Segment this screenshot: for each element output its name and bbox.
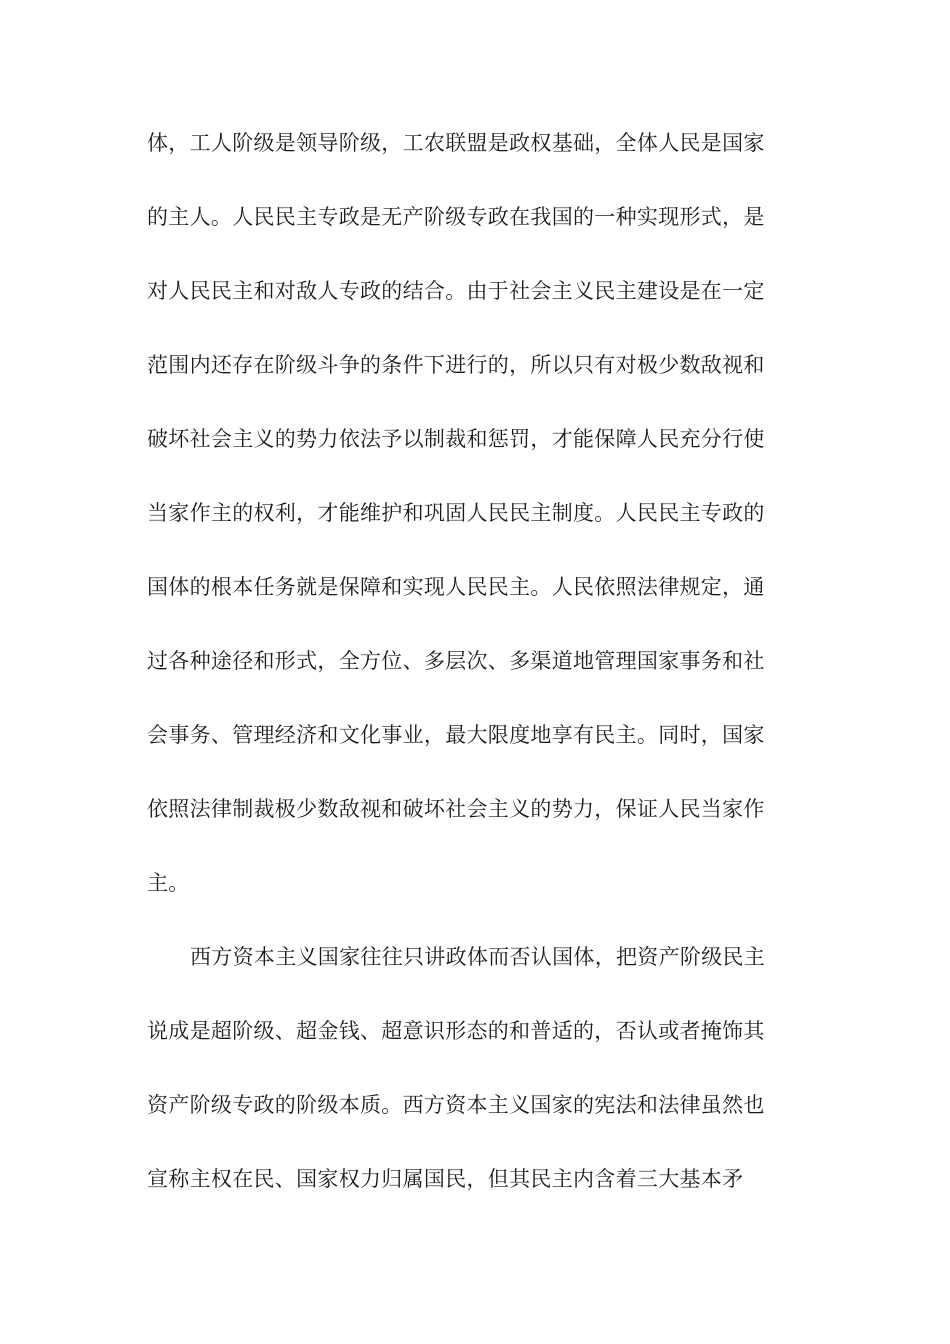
paragraph-2-line-2: 说成是超阶级、超金钱、超意识形态的和普适的，否认或者掩饰其 xyxy=(147,1019,765,1043)
paragraph-2-line-4: 宣称主权在民、国家权力归属国民，但其民主内含着三大基本矛 xyxy=(147,1167,744,1191)
paragraph-1-line-7: 国体的根本任务就是保障和实现人民民主。人民依照法律规定，通 xyxy=(147,575,765,599)
paragraph-2-line-1: 西方资本主义国家往往只讲政体而否认国体，把资产阶级民主 xyxy=(190,945,766,969)
document-body xyxy=(147,128,797,1238)
paragraph-1-line-11: 主。 xyxy=(147,871,190,895)
paragraph-1-line-10: 依照法律制裁极少数敌视和破坏社会主义的势力，保证人民当家作 xyxy=(147,797,765,821)
paragraph-1-line-2: 的主人。人民民主专政是无产阶级专政在我国的一种实现形式，是 xyxy=(147,205,765,229)
paragraph-1-line-6: 当家作主的权利，才能维护和巩固人民民主制度。人民民主专政的 xyxy=(147,501,765,525)
paragraph-1-line-1: 体，工人阶级是领导阶级，工农联盟是政权基础，全体人民是国家 xyxy=(147,131,765,155)
paragraph-2 xyxy=(147,942,797,1238)
paragraph-1-line-5: 破坏社会主义的势力依法予以制裁和惩罚，才能保障人民充分行使 xyxy=(147,427,765,451)
paragraph-2-line-3: 资产阶级专政的阶级本质。西方资本主义国家的宪法和法律虽然也 xyxy=(147,1093,765,1117)
paragraph-1-line-3: 对人民民主和对敌人专政的结合。由于社会主义民主建设是在一定 xyxy=(147,279,765,303)
paragraph-1-line-9: 会事务、管理经济和文化事业，最大限度地享有民主。同时，国家 xyxy=(147,723,765,747)
paragraph-1-line-4: 范围内还存在阶级斗争的条件下进行的，所以只有对极少数敌视和 xyxy=(147,353,765,377)
paragraph-1-line-8: 过各种途径和形式，全方位、多层次、多渠道地管理国家事务和社 xyxy=(147,649,765,673)
paragraph-1 xyxy=(147,128,797,942)
